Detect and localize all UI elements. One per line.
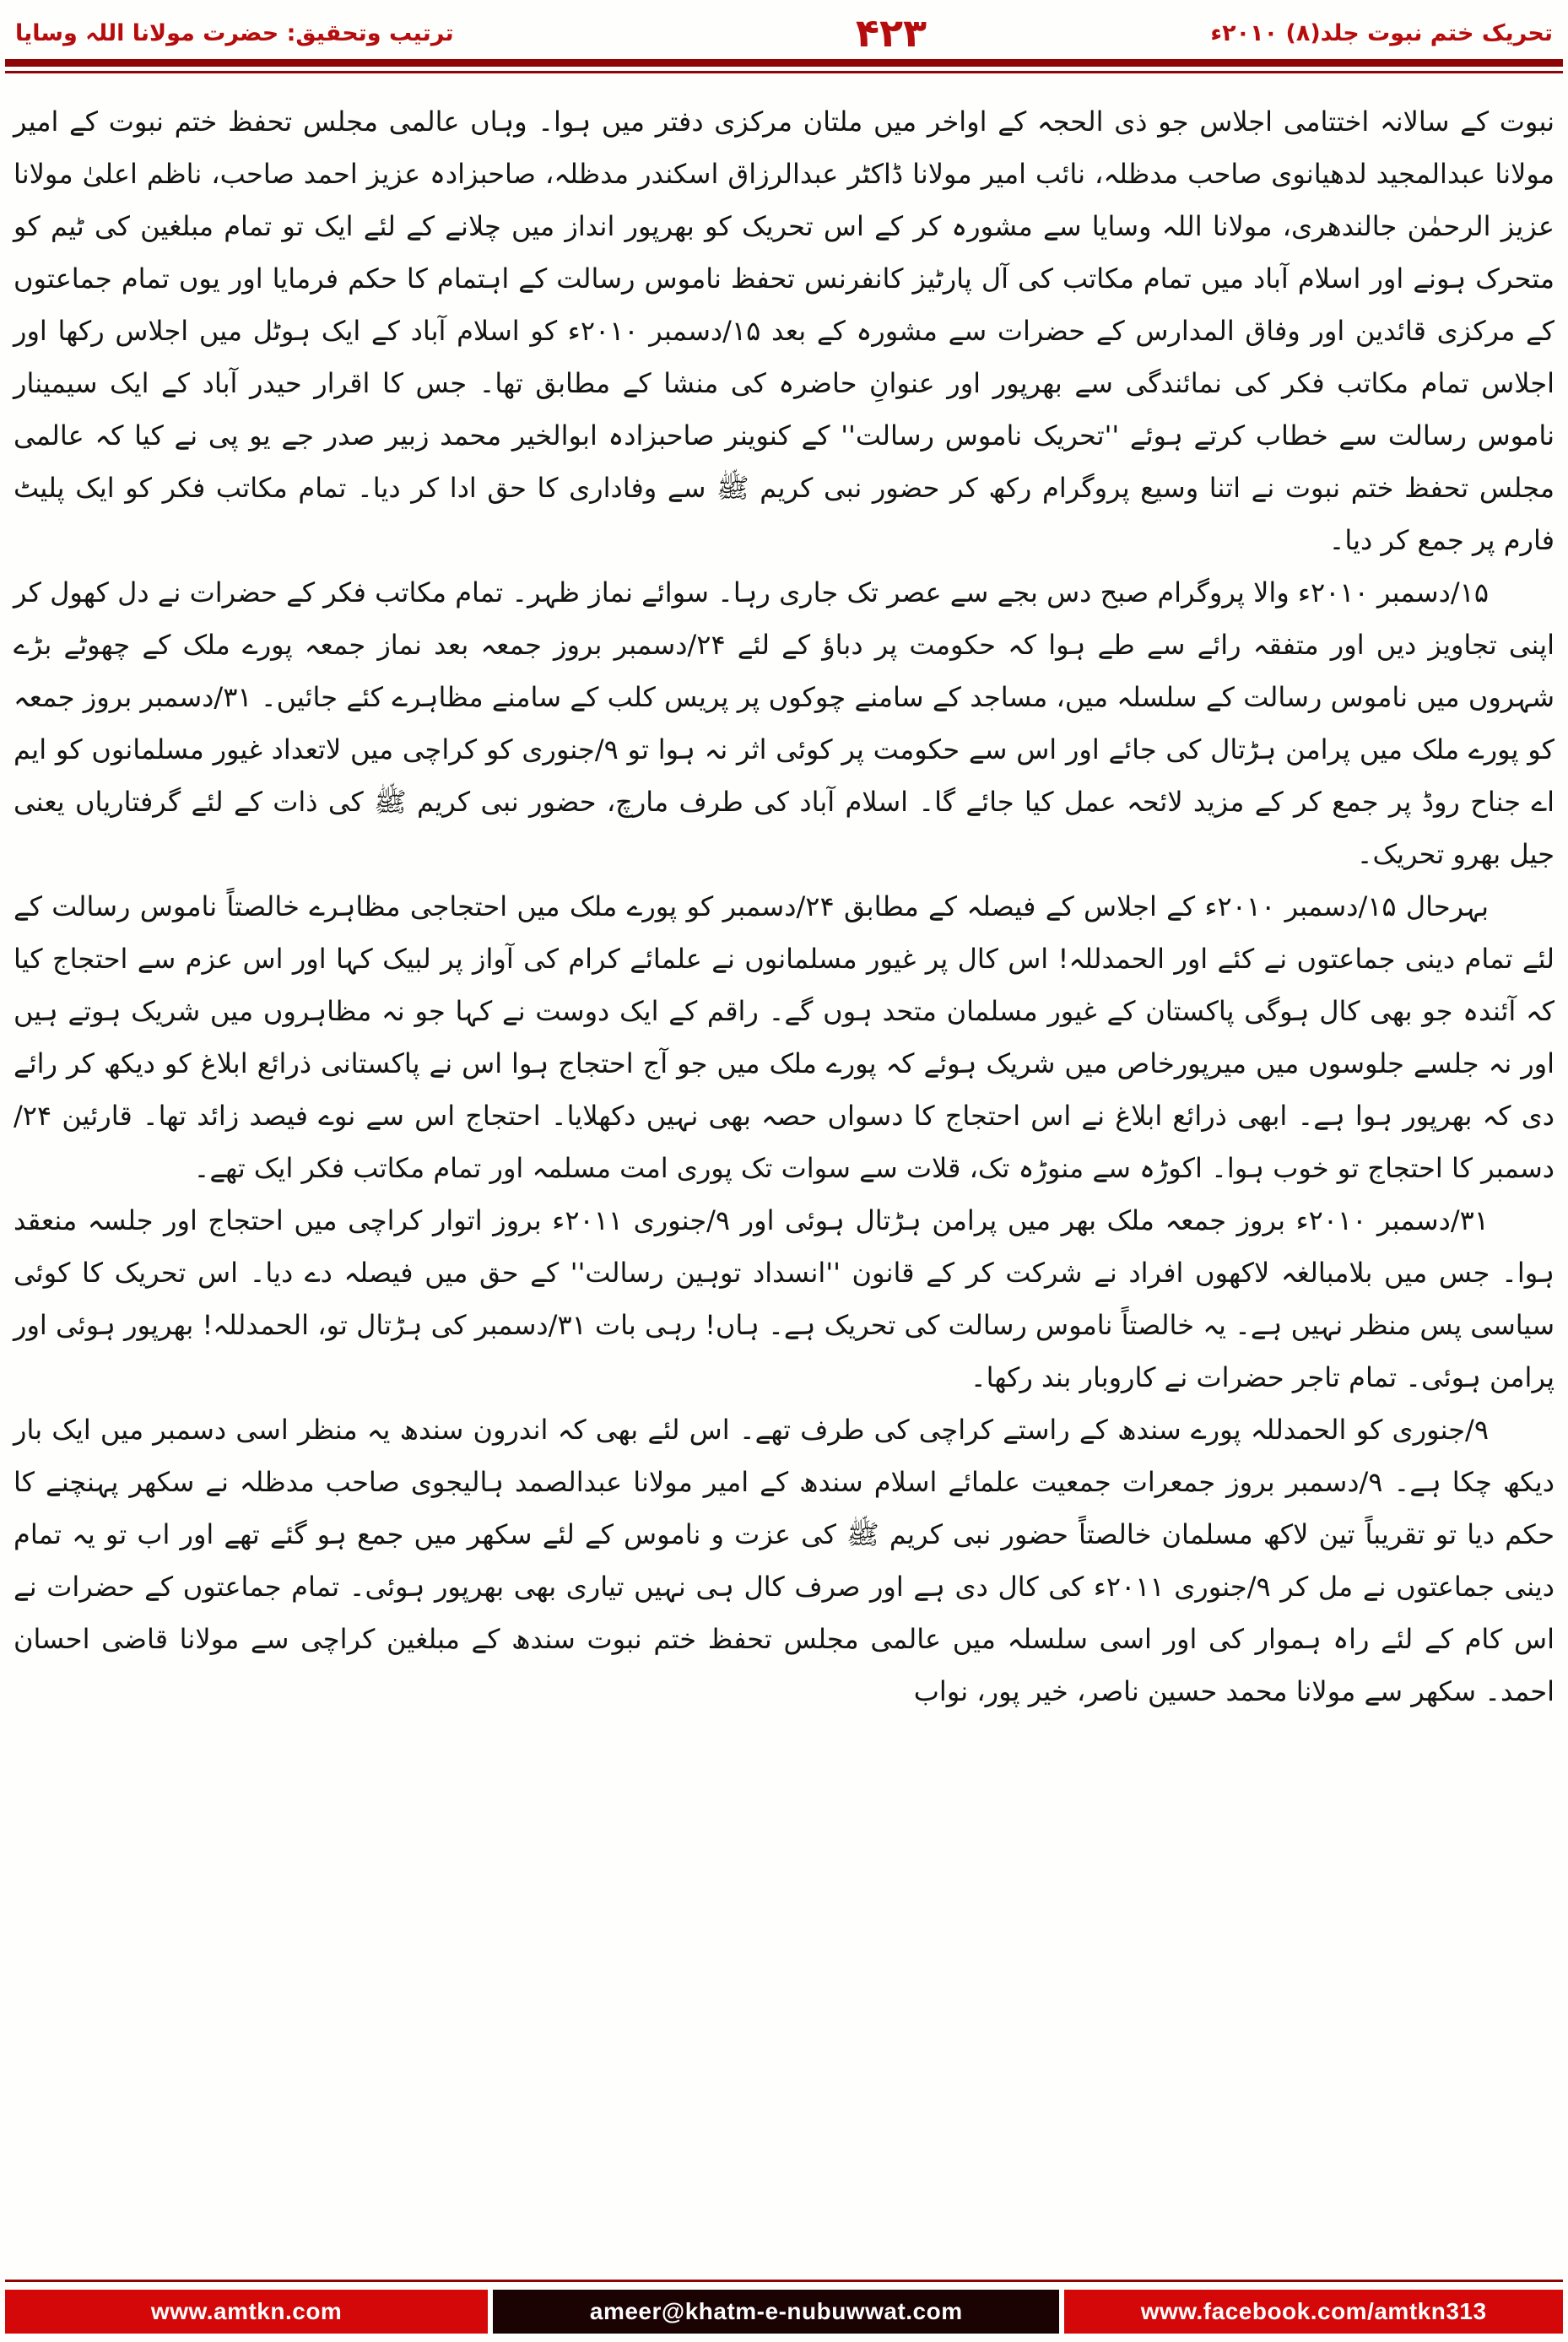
book-title: تحریک ختم نبوت جلد(۸) ۲۰۱۰ء	[1210, 19, 1553, 46]
facebook-url: www.facebook.com/amtkn313	[1064, 2290, 1563, 2334]
page-footer	[0, 2280, 1568, 2342]
footer-divider	[5, 2280, 1563, 2285]
paragraph: ۹/جنوری کو الحمدللہ پورے سندھ کے راستے کراچی کی طرف تھے۔ اس لئے بھی کہ اندرون سندھ یہ منظر اسی دسمبر میں ایک بار دیکھ چکا ہے۔ ۹/دسمبر بروز جمعرات جمعیت علمائے اسلام سندھ کے امیر مولانا عبدالصمد ہالیجوی صاحب مدظلہ نے سکھر پہنچنے کا حکم دیا تو تقریباً تین لاکھ مسلمان خالصتاً حضور نبی کریم ﷺ کی عزت و ناموس کے لئے سکھر میں جمع ہو گئے تھے اور اب تو یہ تمام دینی جماعتوں نے مل کر ۹/جنوری ۲۰۱۱ء کی کال دی ہے اور صرف کال ہی نہیں تیاری بھی بھرپور ہوئی۔ تمام جماعتوں کے حضرات نے اس کام کے لئے راہ ہموار کی اور اسی سلسلہ میں عالمی مجلس تحفظ ختم نبوت سندھ کے مبلغین کراچی سے مولانا قاضی احسان احمد۔ سکھر سے مولانا محمد حسین ناصر، خیر پور، نواب	[14, 1414, 1555, 1707]
page-header	[0, 0, 1568, 59]
email-address: ameer@khatm-e-nubuwwat.com	[493, 2290, 1059, 2334]
compiler-credit: ترتیب وتحقیق: حضرت مولانا اللہ وسایا	[15, 19, 454, 46]
page-number: ۴۲۳	[855, 10, 927, 56]
footer-bar	[5, 2290, 1563, 2334]
website-url: www.amtkn.com	[5, 2290, 488, 2334]
paragraph: نبوت کے سالانہ اختتامی اجلاس جو ذی الحجہ کے اواخر میں ملتان مرکزی دفتر میں ہوا۔ وہاں عالمی مجلس تحفظ ختم نبوت کے امیر مولانا عبدالمجید لدھیانوی صاحب مدظلہ، نائب امیر مولانا ڈاکٹر عبدالرزاق اسکندر مدظلہ، صاحبزادہ عزیز احمد صاحب، ناظم اعلیٰ مولانا عزیز الرحمٰن جالندھری، مولانا اللہ وسایا سے مشورہ کر کے اس تحریک کو بھرپور انداز میں چلانے کے لئے ایک تو تمام مبلغین کی ٹیم کو متحرک ہونے اور اسلام آباد میں تمام مکاتب کی آل پارٹیز کانفرنس تحفظ ناموس رسالت کے اہتمام کا حکم فرمایا اور یوں تمام جماعتوں کے مرکزی قائدین اور وفاق المدارس کے حضرات سے مشورہ کے بعد ۱۵/دسمبر ۲۰۱۰ء کو اسلام آباد کے ایک ہوٹل میں اجلاس رکھا اور اجلاس تمام مکاتب فکر کی نمائندگی سے بھرپور اور عنوانِ حاضرہ کی منشا کے مطابق تھا۔ جس کا اقرار حیدر آباد کے ایک سیمینار ناموس رسالت سے خطاب کرتے ہوئے ''تحریک ناموس رسالت'' کے کنوینر صاحبزادہ ابوالخیر محمد زبیر صدر جے یو پی نے کیا کہ عالمی مجلس تحفظ ختم نبوت نے اتنا وسیع پروگرام رکھ کر حضور نبی کریم ﷺ سے وفاداری کا حق ادا کر دیا۔ تمام مکاتب فکر کو ایک پلیٹ فارم پر جمع کر دیا۔	[14, 105, 1555, 556]
header-divider	[5, 59, 1563, 73]
paragraph: بہرحال ۱۵/دسمبر ۲۰۱۰ء کے اجلاس کے فیصلہ کے مطابق ۲۴/دسمبر کو پورے ملک میں احتجاجی مظاہرے خالصتاً ناموس رسالت کے لئے تمام دینی جماعتوں نے کئے اور الحمدللہ! اس کال پر غیور مسلمانوں نے علمائے کرام کی آواز پر لبیک کہا اور اس عزم سے احتجاج کیا کہ آئندہ جو بھی کال ہوگی پاکستان کے غیور مسلمان متحد ہوں گے۔ راقم کے ایک دوست نے کہا جو نہ مظاہروں میں شریک ہوتے ہیں اور نہ جلسے جلوسوں میں میرپورخاص میں شریک ہوئے کہ پورے ملک میں جو آج احتجاج ہوا اس نے پاکستانی ذرائع ابلاغ کو دیکھ کر رائے دی کہ بھرپور ہوا ہے۔ ابھی ذرائع ابلاغ نے اس احتجاج کا دسواں حصہ بھی نہیں دکھلایا۔ احتجاج اس سے نوے فیصد زائد تھا۔ قارئین ۲۴/دسمبر کا احتجاج تو خوب ہوا۔ اکوڑہ سے منوڑہ تک، قلات سے سوات تک پوری امت مسلمہ اور تمام مکاتب فکر ایک تھے۔	[14, 890, 1555, 1184]
page-body	[0, 73, 1568, 2280]
paragraph: ۳۱/دسمبر ۲۰۱۰ء بروز جمعہ ملک بھر میں پرامن ہڑتال ہوئی اور ۹/جنوری ۲۰۱۱ء بروز اتوار کراچی میں احتجاج اور جلسہ منعقد ہوا۔ جس میں بلامبالغہ لاکھوں افراد نے شرکت کر کے قانون ''انسداد توہین رسالت'' کے حق میں فیصلہ دے دیا۔ اس تحریک کا کوئی سیاسی پس منظر نہیں ہے۔ یہ خالصتاً ناموس رسالت کی تحریک ہے۔ ہاں! رہی بات ۳۱/دسمبر کی ہڑتال تو، الحمدللہ! بھرپور ہوئی اور پرامن ہوئی۔ تمام تاجر حضرات نے کاروبار بند رکھا۔	[14, 1204, 1555, 1393]
paragraph: ۱۵/دسمبر ۲۰۱۰ء والا پروگرام صبح دس بجے سے عصر تک جاری رہا۔ سوائے نماز ظہر۔ تمام مکاتب فکر کے حضرات نے دل کھول کر اپنی تجاویز دیں اور متفقہ رائے سے طے ہوا کہ حکومت پر دباؤ کے لئے ۲۴/دسمبر بروز جمعہ بعد نماز جمعہ پورے ملک کے چھوٹے بڑے شہروں میں ناموس رسالت کے سلسلہ میں، مساجد کے سامنے چوکوں پر پریس کلب کے سامنے مظاہرے کئے جائیں۔ ۳۱/دسمبر بروز جمعہ کو پورے ملک میں پرامن ہڑتال کی جائے اور اس سے حکومت پر کوئی اثر نہ ہوا تو ۹/جنوری کو کراچی میں لاتعداد غیور مسلمانوں کو ایم اے جناح روڈ پر جمع کر کے مزید لائحہ عمل کیا جائے گا۔ اسلام آباد کی طرف مارچ، حضور نبی کریم ﷺ کی ذات کے لئے گرفتاریاں یعنی جیل بھرو تحریک۔	[14, 576, 1555, 870]
